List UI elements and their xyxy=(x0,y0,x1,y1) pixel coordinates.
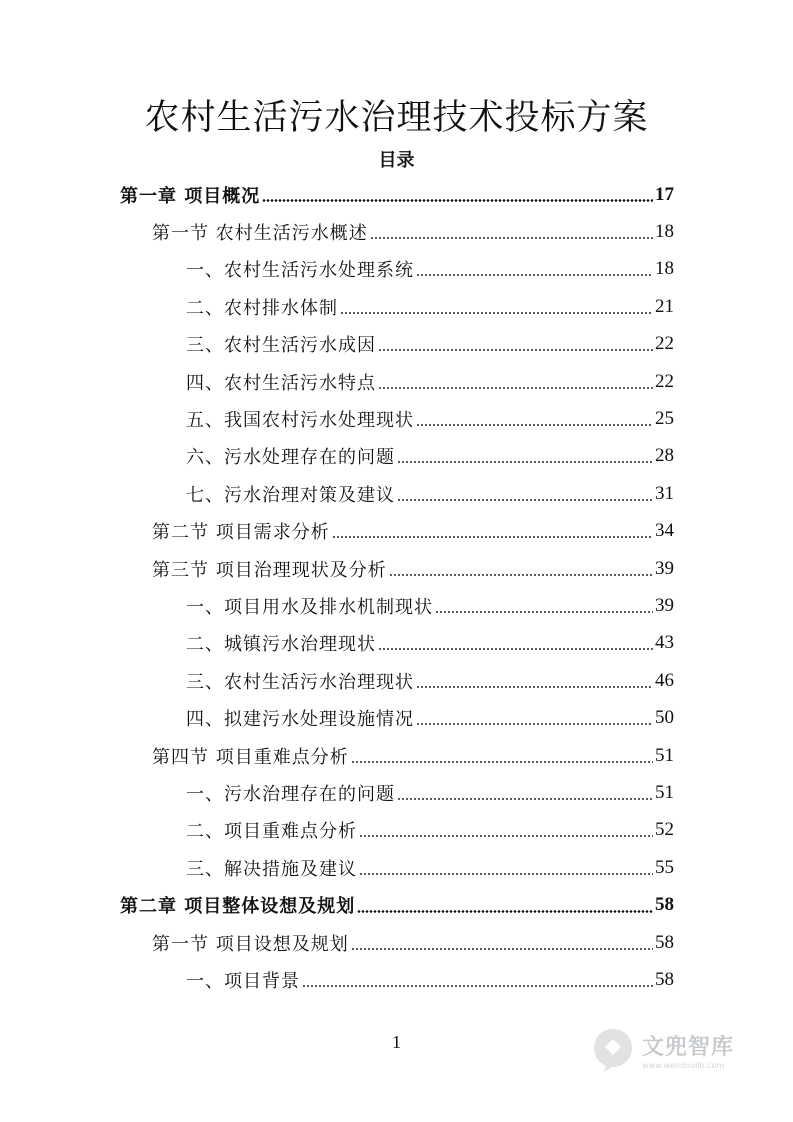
toc-entry[interactable] xyxy=(186,812,674,849)
toc-entry-label: 第四节 项目重难点分析 xyxy=(152,746,349,768)
toc-entry-label: 五、我国农村污水处理现状 xyxy=(186,409,414,431)
toc-entry-label: 第一节 项目设想及规划 xyxy=(152,933,349,955)
toc-entry-page: 18 xyxy=(655,258,674,280)
toc-entry[interactable] xyxy=(186,700,674,737)
toc-entry[interactable] xyxy=(186,849,674,886)
toc-entry-label: 四、农村生活污水特点 xyxy=(186,372,376,394)
toc-leader-dots xyxy=(416,723,653,725)
toc-leader-dots xyxy=(378,349,653,351)
toc-entry[interactable] xyxy=(152,924,674,961)
toc-entry[interactable] xyxy=(152,513,674,550)
toc-entry[interactable] xyxy=(186,475,674,512)
toc-entry-label: 二、农村排水体制 xyxy=(186,297,338,319)
toc-entry[interactable] xyxy=(152,213,674,250)
toc-entry[interactable] xyxy=(152,737,674,774)
toc-leader-dots xyxy=(262,199,653,202)
toc-entry[interactable] xyxy=(152,550,674,587)
toc-entry-label: 第三节 项目治理现状及分析 xyxy=(152,559,387,581)
toc-entry[interactable] xyxy=(120,176,674,213)
toc-entry-page: 50 xyxy=(655,707,674,729)
toc-entry-page: 39 xyxy=(655,594,674,616)
toc-leader-dots xyxy=(389,574,653,576)
toc-entry-page: 51 xyxy=(655,781,674,803)
toc-leader-dots xyxy=(378,648,653,650)
toc-entry-page: 58 xyxy=(655,894,674,916)
toc-entry-page: 31 xyxy=(655,482,674,504)
toc-leader-dots xyxy=(359,873,653,875)
toc-entry[interactable] xyxy=(186,625,674,662)
toc-entry-page: 25 xyxy=(655,407,674,429)
toc-entry[interactable] xyxy=(186,961,674,998)
toc-leader-dots xyxy=(435,611,653,613)
toc-leader-dots xyxy=(416,686,653,688)
toc-entry-page: 21 xyxy=(655,295,674,317)
toc-entry-label: 七、污水治理对策及建议 xyxy=(186,484,395,506)
toc-leader-dots xyxy=(397,461,653,463)
toc-leader-dots xyxy=(416,274,653,276)
toc-entry-page: 58 xyxy=(655,931,674,953)
toc-leader-dots xyxy=(351,948,653,950)
toc-entry[interactable] xyxy=(186,774,674,811)
toc-entry-label: 第二节 项目需求分析 xyxy=(152,522,330,544)
toc-entry-label: 二、城镇污水治理现状 xyxy=(186,634,376,656)
toc-entry-label: 一、项目用水及排水机制现状 xyxy=(186,596,433,618)
toc-entry[interactable] xyxy=(186,326,674,363)
toc-entry-label: 三、农村生活污水治理现状 xyxy=(186,671,414,693)
toc-entry-page: 46 xyxy=(655,669,674,691)
toc-entry-label: 六、污水处理存在的问题 xyxy=(186,447,395,469)
toc-entry-label: 四、拟建污水处理设施情况 xyxy=(186,709,414,731)
toc-heading: 目录 xyxy=(378,150,415,171)
toc-entry-label: 三、解决措施及建议 xyxy=(186,858,357,880)
toc-leader-dots xyxy=(302,985,653,987)
toc-entry-page: 34 xyxy=(655,520,674,542)
toc-entry-page: 39 xyxy=(655,557,674,579)
watermark xyxy=(588,1020,758,1080)
toc-entry-page: 22 xyxy=(655,370,674,392)
toc-entry-label: 一、项目背景 xyxy=(186,970,300,992)
toc-entry-label: 第一章 项目概况 xyxy=(120,185,261,207)
toc-leader-dots xyxy=(357,910,653,913)
toc-leader-dots xyxy=(416,424,653,426)
toc-leader-dots xyxy=(378,387,653,389)
toc-entry[interactable] xyxy=(186,400,674,437)
toc-entry[interactable] xyxy=(186,288,674,325)
toc-leader-dots xyxy=(351,761,653,763)
toc-entry-page: 43 xyxy=(655,632,674,654)
toc-entry-page: 18 xyxy=(655,220,674,242)
toc-entry-page: 58 xyxy=(655,968,674,990)
toc-leader-dots xyxy=(397,499,653,501)
toc-leader-dots xyxy=(340,312,653,314)
watermark-url: www.wendoulib.com xyxy=(642,1061,725,1070)
toc-entry-page: 17 xyxy=(655,183,674,205)
toc-leader-dots xyxy=(370,237,653,239)
toc-entry-label: 三、农村生活污水成因 xyxy=(186,335,376,357)
toc-entry-page: 52 xyxy=(655,819,674,841)
page-number: 1 xyxy=(392,1032,401,1052)
toc-leader-dots xyxy=(359,835,653,837)
toc-leader-dots xyxy=(332,536,653,538)
toc-entry[interactable] xyxy=(120,887,674,924)
toc-leader-dots xyxy=(397,798,653,800)
toc-entry[interactable] xyxy=(186,662,674,699)
toc-entry-page: 28 xyxy=(655,445,674,467)
toc-entry-label: 第二章 项目整体设想及规划 xyxy=(120,896,356,918)
toc-entry-page: 51 xyxy=(655,744,674,766)
watermark-name: 文兜智库 xyxy=(642,1035,735,1060)
toc-entry-page: 55 xyxy=(655,856,674,878)
toc-entry-label: 第一节 农村生活污水概述 xyxy=(152,222,368,244)
wendou-logo-icon xyxy=(588,1025,638,1075)
toc-entry[interactable] xyxy=(186,587,674,624)
toc-entry-label: 一、农村生活污水处理系统 xyxy=(186,260,414,282)
toc-entry-page: 22 xyxy=(655,333,674,355)
toc-entry-label: 二、项目重难点分析 xyxy=(186,821,357,843)
toc-entry[interactable] xyxy=(186,363,674,400)
toc-entry[interactable] xyxy=(186,251,674,288)
document-title: 农村生活污水治理技术投标方案 xyxy=(144,98,649,138)
toc-entry[interactable] xyxy=(186,438,674,475)
toc-entry-label: 一、污水治理存在的问题 xyxy=(186,783,395,805)
